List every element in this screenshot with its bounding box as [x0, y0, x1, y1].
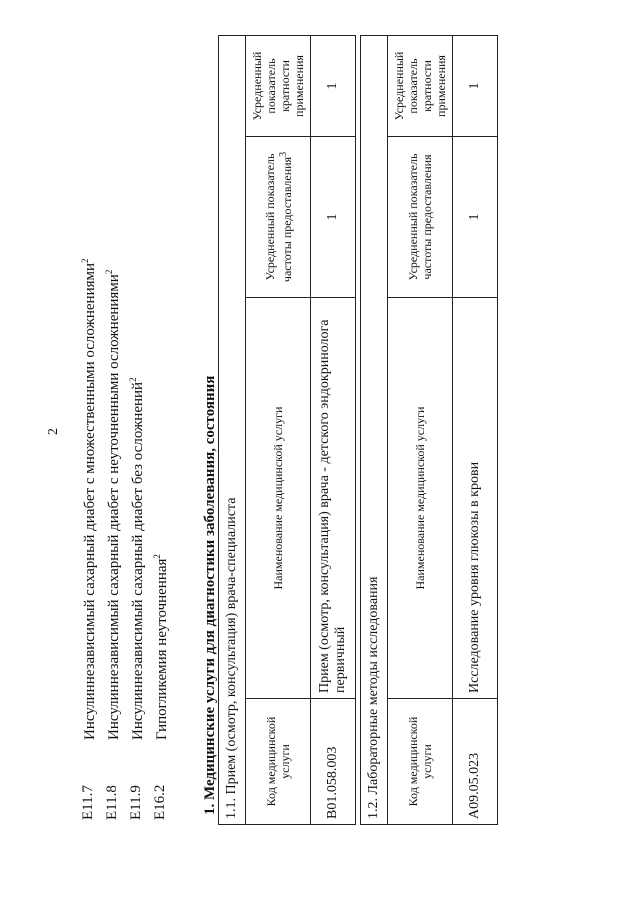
header-frequency: Усредненный показатель частоты предоставления [388, 137, 453, 298]
footnote-mark: 2 [128, 377, 138, 382]
diagnosis-code: E11.9 [128, 785, 144, 820]
header-name: Наименование медицинской услуги [246, 298, 311, 699]
diagnosis-code: E16.2 [152, 784, 168, 820]
service-frequency: 1 [453, 137, 498, 298]
diagnosis-text: Гипогликемия неуточненная$^2$ [152, 554, 170, 740]
header-code: Код медицинской услуги [246, 699, 311, 825]
service-multiplicity: 1 [311, 36, 356, 137]
header-code: Код медицинской услуги [388, 699, 453, 825]
header-name: Наименование медицинской услуги [388, 298, 453, 699]
header-multiplicity: Усредненный показатель кратности применения [388, 36, 453, 137]
diagnosis-code: E11.7 [80, 785, 96, 820]
section-title: 1. Медицинские услуги для диагностики заболевания, состояния [202, 375, 218, 815]
header-multiplicity: Усредненный показатель кратности применения [246, 36, 311, 137]
service-multiplicity: 1 [453, 36, 498, 137]
footnote-mark: 2 [80, 258, 90, 263]
diagnosis-code: E11.8 [104, 785, 120, 820]
table-row [453, 36, 498, 825]
page-number: 2 [46, 428, 61, 435]
footnote-mark: 2 [152, 554, 162, 559]
table-row [311, 36, 356, 825]
footnote-mark: 3 [277, 151, 289, 157]
table-subtitle: 1.1. Прием (осмотр, консультация) врача-специалиста [219, 36, 246, 825]
diagnosis-text: Инсулиннезависимый сахарный диабет с множественными осложнениями$^2$ [80, 258, 98, 740]
services-table-consultation [218, 35, 356, 825]
services-table-laboratory [360, 35, 498, 825]
service-code: A09.05.023 [453, 699, 498, 825]
service-name: Прием (осмотр, консультация) врача - детского эндокринолога первичный [311, 298, 356, 699]
diagnosis-text: Инсулиннезависимый сахарный диабет с неуточненными осложнениями$^2$ [104, 269, 122, 740]
footnote-mark: 2 [104, 269, 114, 275]
service-code: B01.058.003 [311, 699, 356, 825]
header-frequency: Усредненный показатель частоты предоставления$^3$ [246, 137, 311, 298]
service-frequency: 1 [311, 137, 356, 298]
diagnosis-text: Инсулиннезависимый сахарный диабет без осложнений$^2$ [128, 377, 146, 740]
service-name: Исследование уровня глюкозы в крови [453, 298, 498, 699]
table-subtitle: 1.2. Лабораторные методы исследования [361, 36, 388, 825]
